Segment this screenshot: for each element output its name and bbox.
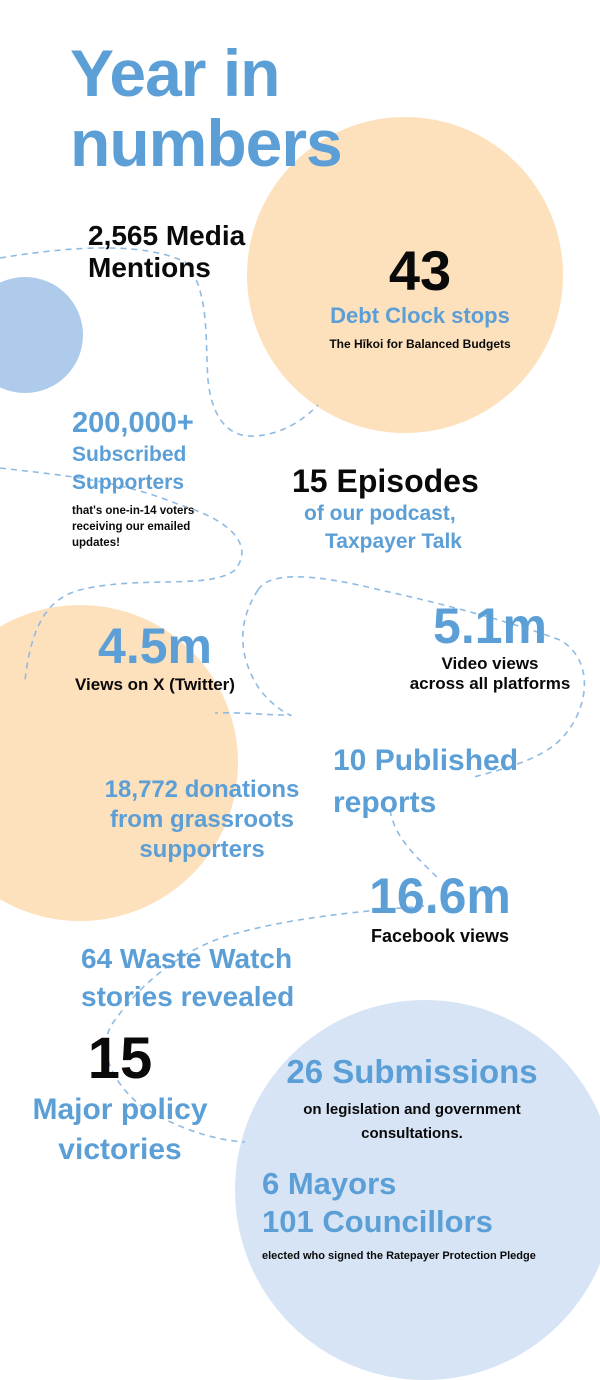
- podcast-value: 15 Episodes: [292, 463, 479, 499]
- stat-supporters: [72, 405, 194, 551]
- supporters-sub-3: updates!: [72, 537, 120, 549]
- twitter-value: 4.5m: [98, 618, 212, 674]
- page-title: [70, 38, 342, 178]
- twitter-label: Views on X (Twitter): [75, 675, 235, 694]
- stat-policy-victories: [15, 1028, 225, 1170]
- submissions-value: 26 Submissions: [286, 1053, 538, 1090]
- facebook-label: Facebook views: [370, 926, 510, 946]
- submissions-sub-2: consultations.: [361, 1125, 463, 1142]
- pledge-line-1: 6 Mayors: [262, 1166, 397, 1201]
- donations-line-3: supporters: [139, 836, 265, 863]
- waste-watch-line-2: stories revealed: [81, 981, 295, 1012]
- supporters-sub-1: that's one-in-14 voters: [72, 505, 195, 517]
- supporters-sub: [72, 503, 194, 551]
- stat-podcast: [292, 462, 479, 556]
- submissions-sub-1: on legislation and government: [303, 1101, 521, 1118]
- video-value: 5.1m: [433, 598, 547, 654]
- supporters-value: 200,000+: [72, 407, 194, 439]
- stat-submissions: [262, 1052, 562, 1146]
- policy-label-1: Major policy: [32, 1093, 208, 1126]
- waste-watch-line-1: 64 Waste Watch: [81, 943, 293, 974]
- media-line-2: Mentions: [88, 252, 211, 283]
- facebook-value: 16.6m: [369, 868, 511, 924]
- stat-waste-watch: [81, 940, 294, 1016]
- stat-debt-clock: [300, 240, 540, 354]
- pledge-sub: elected who signed the Ratepayer Protection Pledge: [262, 1250, 536, 1262]
- podcast-label-1: of our podcast,: [304, 502, 456, 525]
- stat-reports: [333, 740, 518, 824]
- video-label-1: Video views: [441, 654, 539, 673]
- supporters-label-2: Supporters: [72, 471, 185, 494]
- policy-label-2: victories: [58, 1133, 182, 1166]
- donations-line-1: 18,772 donations: [104, 776, 300, 803]
- pledge-line-2: 101 Councillors: [262, 1204, 493, 1239]
- video-label-2: across all platforms: [409, 674, 571, 693]
- title-line-2: numbers: [70, 106, 342, 180]
- stat-twitter: [30, 618, 280, 696]
- debt-clock-sub: The Hīkoi for Balanced Budgets: [329, 337, 511, 351]
- stat-pledge: [262, 1165, 536, 1267]
- supporters-sub-2: receiving our emailed: [72, 521, 191, 533]
- reports-line-2: reports: [333, 786, 437, 819]
- debt-clock-value: 43: [388, 239, 452, 302]
- stat-facebook: [345, 868, 535, 948]
- debt-clock-label: Debt Clock stops: [330, 303, 510, 328]
- media-line-1: 2,565 Media: [88, 220, 246, 251]
- stat-video: [385, 598, 595, 694]
- podcast-label-2: Taxpayer Talk: [325, 530, 462, 553]
- reports-line-1: 10 Published: [333, 744, 519, 777]
- stat-media-mentions: [88, 220, 245, 284]
- supporters-label-1: Subscribed: [72, 443, 187, 466]
- stat-donations: [82, 775, 322, 865]
- title-line-1: Year in: [70, 36, 280, 110]
- policy-value: 15: [87, 1026, 153, 1091]
- donations-line-2: from grassroots: [109, 806, 295, 833]
